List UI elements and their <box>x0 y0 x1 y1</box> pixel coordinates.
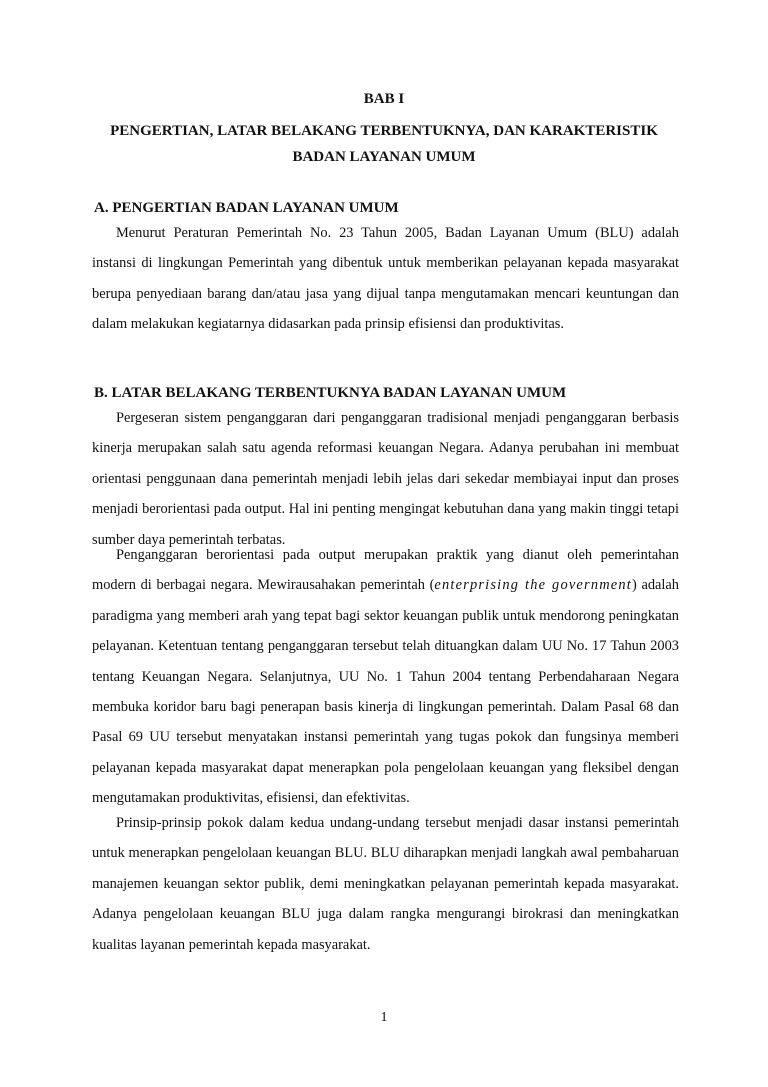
page-number: 1 <box>380 1010 388 1025</box>
chapter-title-line-2: BADAN LAYANAN UMUM <box>292 149 476 165</box>
chapter-label: BAB I <box>363 91 405 107</box>
section-a-heading: A. PENGERTIAN BADAN LAYANAN UMUM <box>94 200 399 216</box>
section-b-paragraph-2 <box>92 540 679 814</box>
section-b-paragraph-1: Pergeseran sistem penganggaran dari penganggaran tradisional menjadi penganggaran berbasis kinerja merupakan salah satu agenda reformasi keuangan Negara. Adanya perubahan ini membuat orientasi penggunaan dana pemerintah menjadi lebih jelas dari sekedar membiayai input dan proses menjadi berorientasi pada output. Hal ini penting mengingat kebutuhan dana yang makin tinggi tetapi sumber daya pemerintah terbatas. <box>92 410 679 548</box>
chapter-title-line-1: PENGERTIAN, LATAR BELAKANG TERBENTUKNYA, DAN KARAKTERISTIK <box>110 123 658 139</box>
italic-term-enterprising-government: enterprising the government <box>434 577 632 594</box>
section-a-paragraph: Menurut Peraturan Pemerintah No. 23 Tahun 2005, Badan Layanan Umum (BLU) adalah instansi di lingkungan Pemerintah yang dibentuk untuk memberikan pelayanan kepada masyarakat berupa penyediaan barang dan/atau jasa yang dijual tanpa mengutamakan mencari keuntungan dan dalam melakukan kegiatarnya didasarkan pada prinsip efisiensi dan produktivitas. <box>92 225 679 333</box>
paragraph-2-text-after-italic: ) adalah paradigma yang memberi arah yang tepat bagi sektor keuangan publik untuk mendorong peningkatan pelayanan. Ketentuan tentang penganggaran tersebut telah dituangkan dalam UU No. 17 Tahun 2003 tentang Keuangan Negara. Selanjutnya, UU No. 1 Tahun 2004 tentang Perbendaharaan Negara membuka koridor baru bagi penerapan basis kinerja di lingkungan pemerintah. Dalam Pasal 68 dan Pasal 69 UU tersebut menyatakan instansi pemerintah yang tugas pokok dan fungsinya memberi pelayanan kepada masyarakat dapat menerapkan pola pengelolaan keuangan yang fleksibel dengan mengutamakan produktivitas, efisiensi, dan efektivitas. <box>92 577 679 807</box>
section-b-paragraph-3: Prinsip-prinsip pokok dalam kedua undang-undang tersebut menjadi dasar instansi pemerintah untuk menerapkan pengelolaan keuangan BLU. BLU diharapkan menjadi langkah awal pembaharuan manajemen keuangan sektor publik, demi meningkatkan pelayanan pemerintah kepada masyarakat. Adanya pengelolaan keuangan BLU juga dalam rangka mengurangi birokrasi dan meningkatkan kualitas layanan pemerintah kepada masyarakat. <box>92 815 679 953</box>
section-b-heading: B. LATAR BELAKANG TERBENTUKNYA BADAN LAYANAN UMUM <box>94 385 567 401</box>
paragraph-2-text-before-italic: Penganggaran berorientasi pada output merupakan praktik yang dianut oleh pemerintahan modern di berbagai negara. Mewirausahakan pemerintah ( <box>92 547 679 594</box>
